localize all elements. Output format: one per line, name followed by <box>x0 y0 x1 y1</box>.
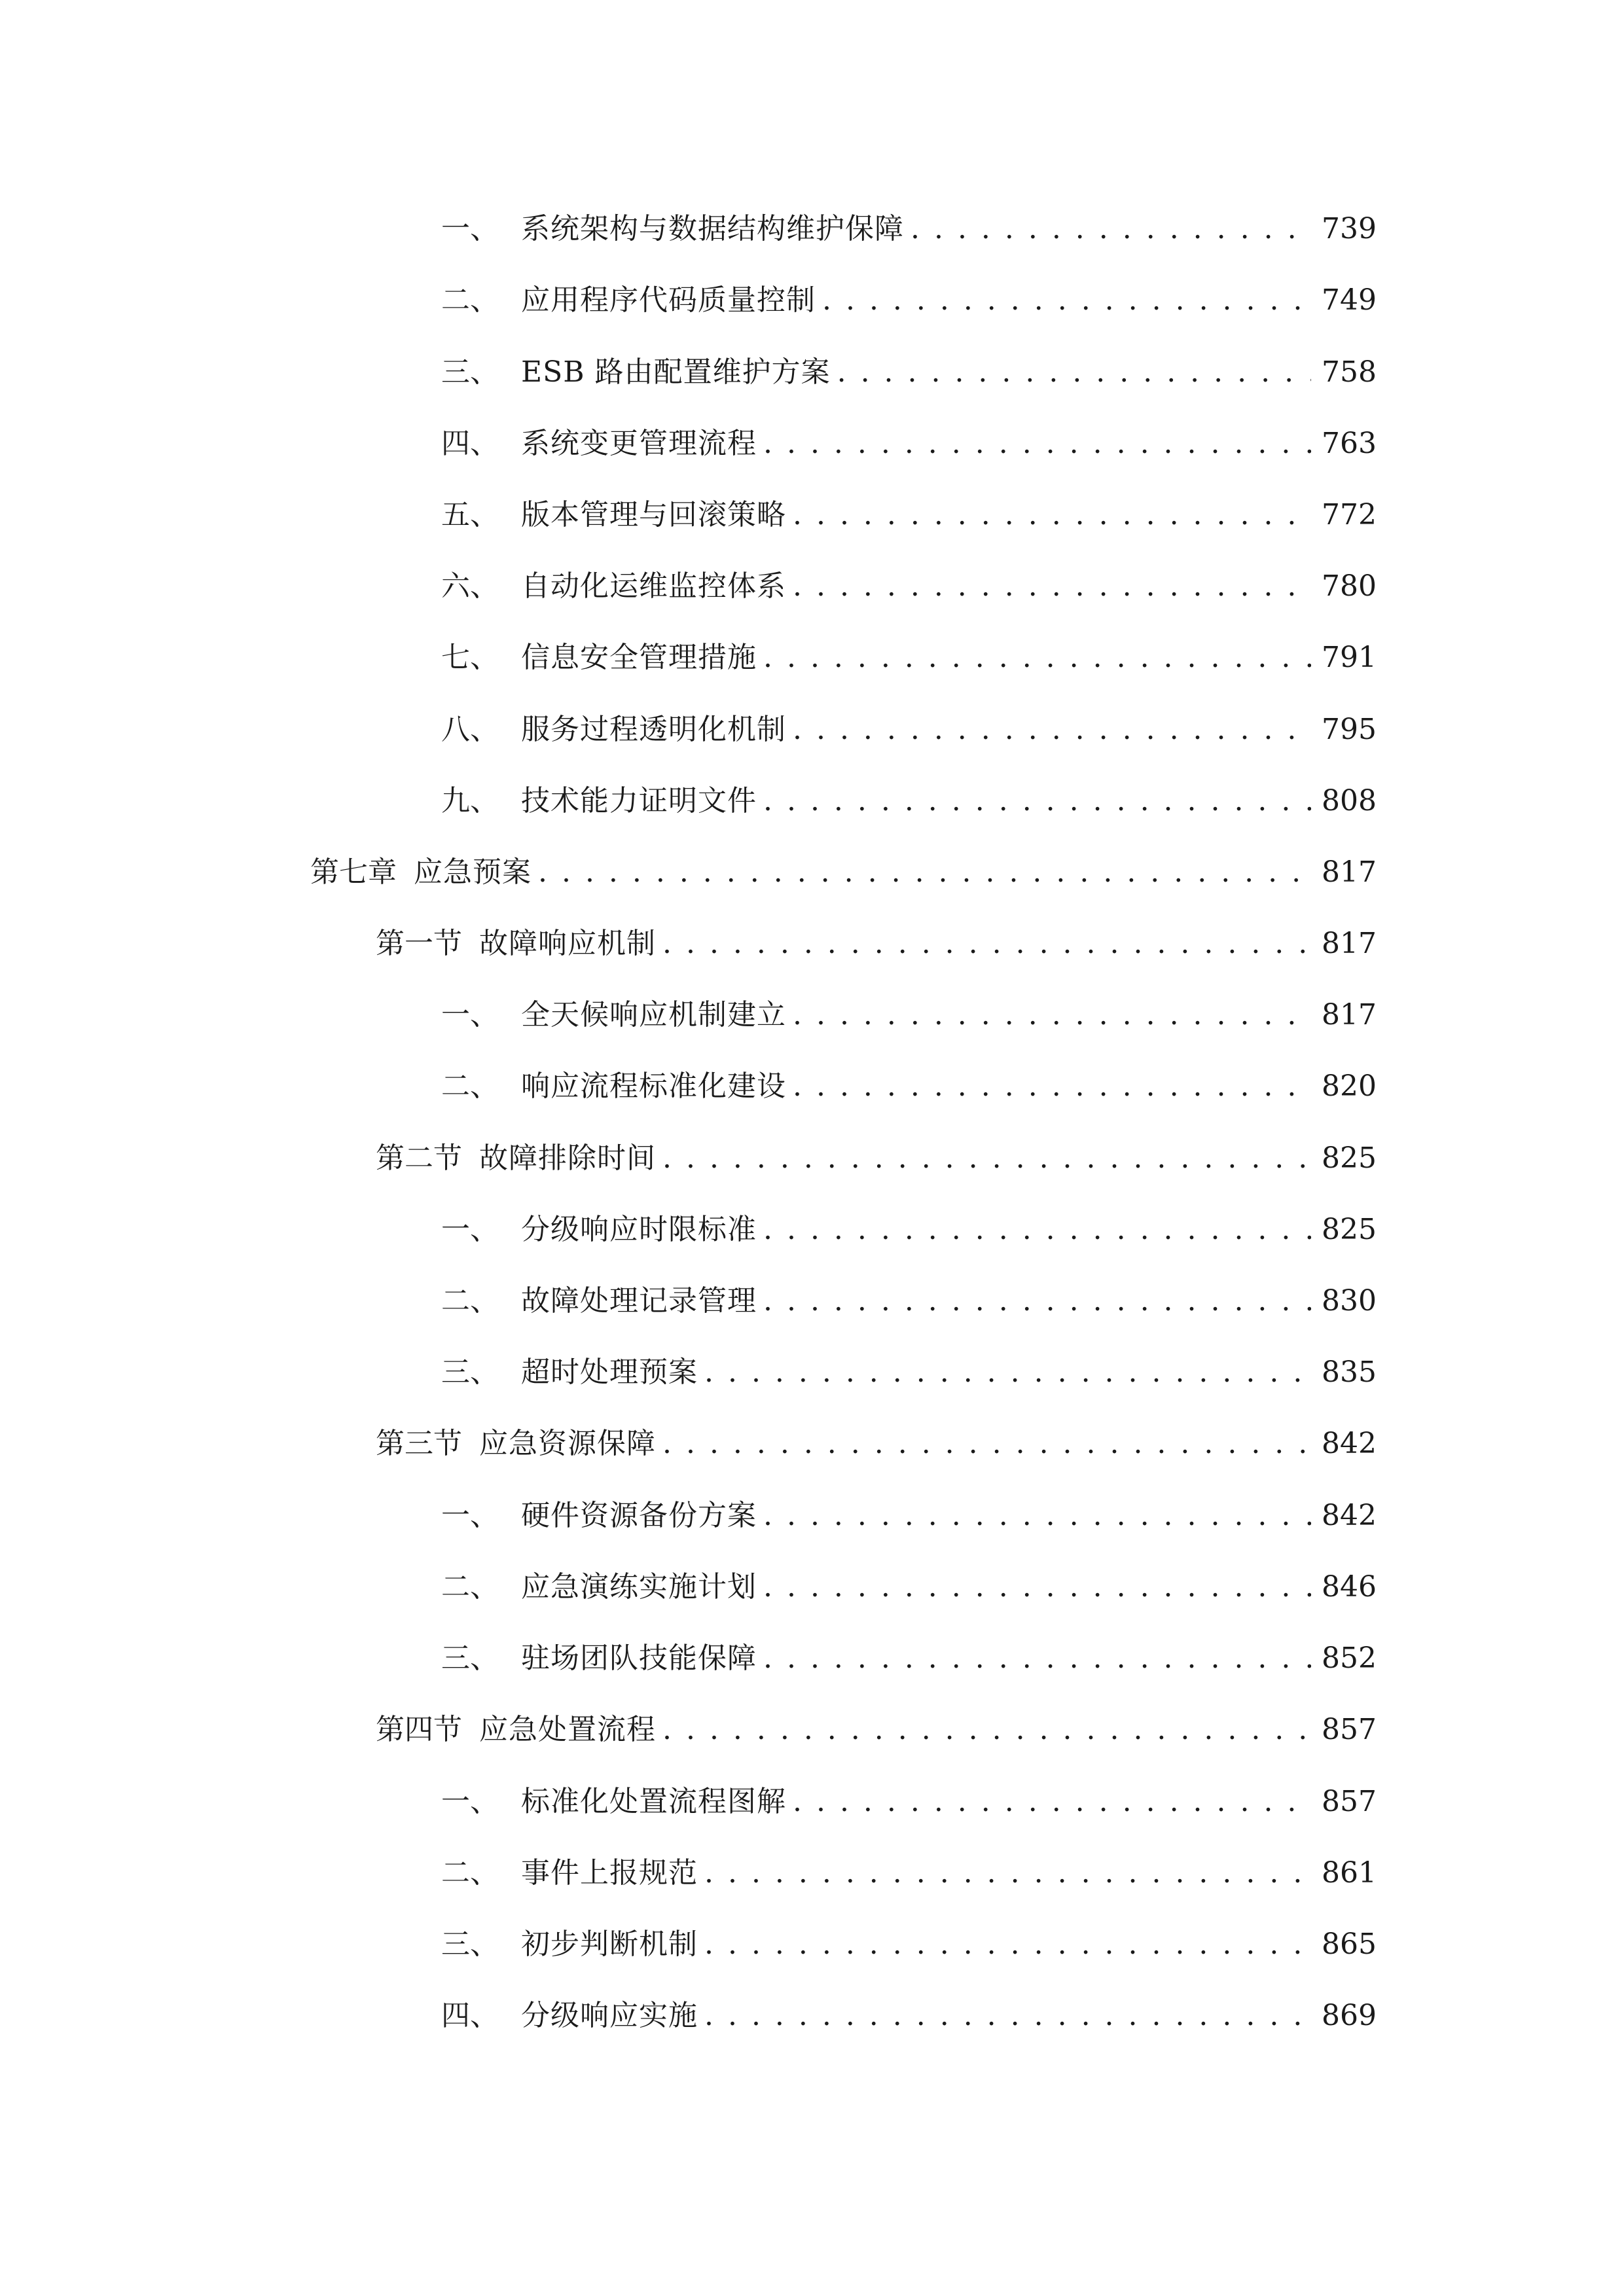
dot-leader <box>662 1132 1311 1185</box>
toc-entry[interactable] <box>441 1847 1377 1899</box>
toc-entry-number: 第四节 <box>376 1713 462 1746</box>
dot-leader <box>793 1060 1311 1113</box>
toc-entry-page: 865 <box>1322 1928 1377 1961</box>
toc-entry-title: 应急处置流程 <box>479 1713 656 1746</box>
toc-entry[interactable] <box>441 1204 1377 1256</box>
toc-entry-number: 一、 <box>441 1499 499 1532</box>
toc-entry-title: 应用程序代码质量控制 <box>521 283 816 317</box>
toc-entry[interactable] <box>441 346 1377 399</box>
toc-entry[interactable] <box>441 418 1377 470</box>
toc-entry-number: 一、 <box>441 1785 499 1818</box>
toc-entry-title: 全天候响应机制建立 <box>521 998 786 1031</box>
toc-entry-number: 六、 <box>441 569 499 603</box>
toc-entry-title: 分级响应时限标准 <box>521 1213 757 1246</box>
toc-entry-number: 二、 <box>441 1284 499 1318</box>
toc-entry-page: 869 <box>1322 1999 1377 2032</box>
toc-chapter-entry[interactable] <box>310 846 1377 899</box>
toc-entry-page: 795 <box>1322 713 1377 746</box>
dot-leader <box>763 1275 1311 1327</box>
toc-entry-number: 二、 <box>441 1570 499 1604</box>
toc-entry[interactable] <box>441 1275 1377 1327</box>
toc-entry-title: 初步判断机制 <box>521 1928 698 1961</box>
toc-entry-title: 故障响应机制 <box>479 927 656 960</box>
dot-leader <box>763 1204 1311 1256</box>
toc-entry-page: 791 <box>1322 641 1377 674</box>
toc-entry-number: 二、 <box>441 1069 499 1103</box>
toc-section-entry[interactable] <box>376 918 1377 970</box>
dot-leader <box>704 1346 1311 1399</box>
toc-entry-number: 第一节 <box>376 927 462 960</box>
dot-leader <box>662 1704 1311 1756</box>
toc-entry-page: 772 <box>1322 498 1377 531</box>
dot-leader <box>793 560 1311 613</box>
toc-entry-number: 第七章 <box>310 855 397 889</box>
toc-entry-title: 服务过程透明化机制 <box>521 713 786 746</box>
dot-leader <box>763 775 1311 827</box>
toc-entry-page: 817 <box>1322 855 1377 889</box>
toc-entry[interactable] <box>441 1490 1377 1542</box>
dot-leader <box>662 918 1311 970</box>
toc-entry-number: 四、 <box>441 1999 499 2032</box>
dot-leader <box>704 1918 1311 1971</box>
toc-entry[interactable] <box>441 1346 1377 1399</box>
toc-entry-page: 825 <box>1322 1141 1377 1175</box>
toc-entry-number: 二、 <box>441 283 499 317</box>
dot-leader <box>911 203 1311 255</box>
toc-entry[interactable] <box>441 989 1377 1041</box>
toc-entry-number: 三、 <box>441 1355 499 1389</box>
toc-entry-title: 信息安全管理措施 <box>521 641 757 674</box>
toc-entry-page: 820 <box>1322 1069 1377 1103</box>
toc-entry[interactable] <box>441 1561 1377 1613</box>
toc-entry[interactable] <box>441 203 1377 255</box>
dot-leader <box>793 704 1311 756</box>
toc-entry-title: 硬件资源备份方案 <box>521 1499 757 1532</box>
toc-entry-page: 749 <box>1322 283 1377 317</box>
dot-leader <box>763 1561 1311 1613</box>
toc-entry-number: 七、 <box>441 641 499 674</box>
toc-entry-page: 817 <box>1322 998 1377 1031</box>
toc-entry-title: 响应流程标准化建设 <box>521 1069 786 1103</box>
toc-entry-title: 故障排除时间 <box>479 1141 656 1175</box>
toc-entry-title: ESB 路由配置维护方案 <box>521 355 831 389</box>
toc-entry-number: 一、 <box>441 998 499 1031</box>
toc-entry-number: 三、 <box>441 1928 499 1961</box>
dot-leader <box>662 1418 1311 1470</box>
toc-entry-page: 739 <box>1322 212 1377 245</box>
toc-entry-title: 应急预案 <box>414 855 532 889</box>
toc-entry[interactable] <box>441 1918 1377 1971</box>
toc-entry-title: 技术能力证明文件 <box>521 784 757 817</box>
toc-entry-number: 一、 <box>441 212 499 245</box>
toc-entry-number: 五、 <box>441 498 499 531</box>
toc-entry[interactable] <box>441 1776 1377 1828</box>
dot-leader <box>793 989 1311 1041</box>
toc-entry[interactable] <box>441 704 1377 756</box>
dot-leader <box>704 1847 1311 1899</box>
toc-entry-number: 三、 <box>441 1641 499 1675</box>
toc-entry-title: 系统变更管理流程 <box>521 427 757 460</box>
toc-entry-page: 861 <box>1322 1856 1377 1890</box>
toc-entry-page: 842 <box>1322 1499 1377 1532</box>
toc-entry-number: 二、 <box>441 1856 499 1890</box>
toc-entry[interactable] <box>441 632 1377 684</box>
toc-entry[interactable] <box>441 1060 1377 1113</box>
toc-entry-title: 驻场团队技能保障 <box>521 1641 757 1675</box>
toc-entry[interactable] <box>441 1632 1377 1685</box>
toc-entry[interactable] <box>441 1990 1377 2042</box>
toc-entry-number: 四、 <box>441 427 499 460</box>
dot-leader <box>763 1632 1311 1685</box>
toc-entry[interactable] <box>441 560 1377 613</box>
dot-leader <box>837 346 1311 399</box>
toc-entry-page: 780 <box>1322 569 1377 603</box>
toc-entry-page: 817 <box>1322 927 1377 960</box>
toc-entry-number: 八、 <box>441 713 499 746</box>
toc-entry[interactable] <box>441 274 1377 327</box>
dot-leader <box>793 489 1311 541</box>
toc-entry[interactable] <box>441 489 1377 541</box>
toc-entry-page: 808 <box>1322 784 1377 817</box>
toc-entry-title: 分级响应实施 <box>521 1999 698 2032</box>
toc-entry-title: 版本管理与回滚策略 <box>521 498 786 531</box>
toc-entry-title: 系统架构与数据结构维护保障 <box>521 212 904 245</box>
toc-entry-title: 应急资源保障 <box>479 1427 656 1460</box>
toc-entry-page: 846 <box>1322 1570 1377 1604</box>
dot-leader <box>538 846 1311 899</box>
toc-entry-page: 852 <box>1322 1641 1377 1675</box>
toc-entry-page: 835 <box>1322 1355 1377 1389</box>
toc-section-entry[interactable] <box>376 1418 1377 1470</box>
toc-entry-number: 三、 <box>441 355 499 389</box>
toc-entry-title: 标准化处置流程图解 <box>521 1785 786 1818</box>
toc-entry-page: 758 <box>1322 355 1377 389</box>
toc-entry-number: 第三节 <box>376 1427 462 1460</box>
toc-entry-title: 超时处理预案 <box>521 1355 698 1389</box>
dot-leader <box>793 1776 1311 1828</box>
dot-leader <box>822 274 1311 327</box>
toc-entry-title: 事件上报规范 <box>521 1856 698 1890</box>
toc-entry-page: 763 <box>1322 427 1377 460</box>
dot-leader <box>704 1990 1311 2042</box>
toc-entry-number: 九、 <box>441 784 499 817</box>
toc-entry[interactable] <box>441 775 1377 827</box>
toc-entry-number: 第二节 <box>376 1141 462 1175</box>
toc-entry-page: 857 <box>1322 1785 1377 1818</box>
toc-entry-number: 一、 <box>441 1213 499 1246</box>
dot-leader <box>763 1490 1311 1542</box>
toc-section-entry[interactable] <box>376 1132 1377 1185</box>
dot-leader <box>763 418 1311 470</box>
toc-entry-title: 自动化运维监控体系 <box>521 569 786 603</box>
toc-entry-page: 857 <box>1322 1713 1377 1746</box>
toc-entry-page: 842 <box>1322 1427 1377 1460</box>
toc-entry-title: 故障处理记录管理 <box>521 1284 757 1318</box>
toc-entry-page: 830 <box>1322 1284 1377 1318</box>
toc-entry-title: 应急演练实施计划 <box>521 1570 757 1604</box>
toc-section-entry[interactable] <box>376 1704 1377 1756</box>
dot-leader <box>763 632 1311 684</box>
toc-entry-page: 825 <box>1322 1213 1377 1246</box>
